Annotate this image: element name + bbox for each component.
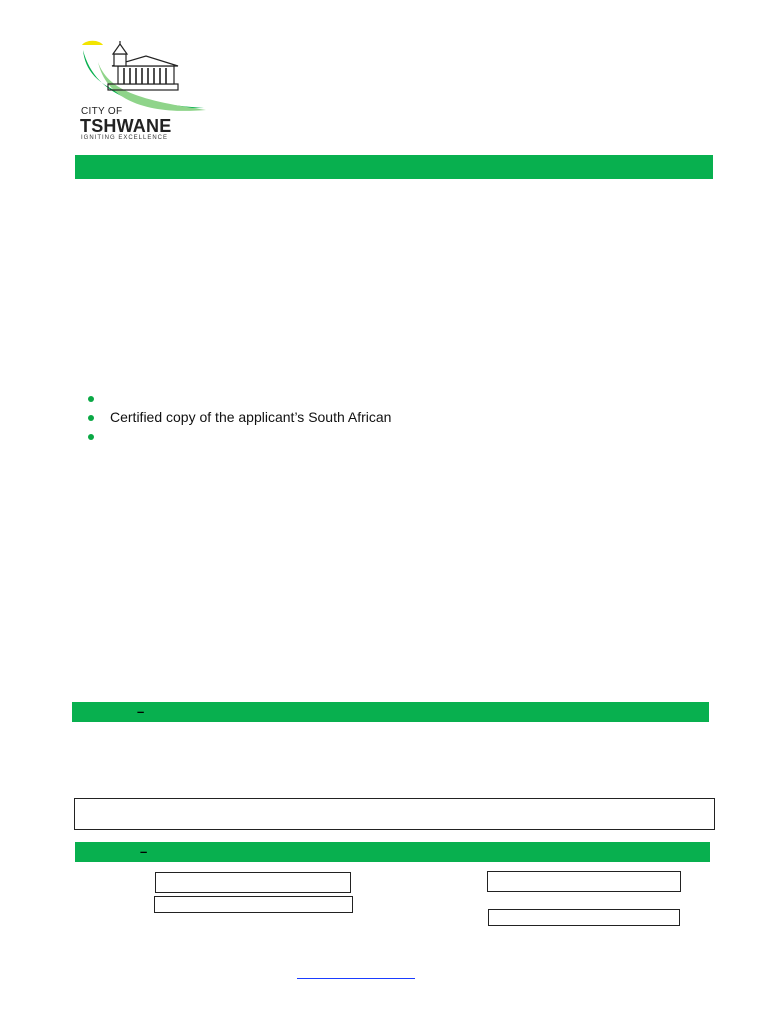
list-item bbox=[86, 389, 686, 408]
requirements-list bbox=[86, 389, 686, 446]
section-header-band-2 bbox=[72, 702, 709, 722]
section-header-band-1 bbox=[75, 155, 713, 179]
list-item bbox=[86, 427, 686, 446]
left-field-2[interactable] bbox=[154, 896, 353, 913]
logo-city-of: CITY OF bbox=[81, 106, 123, 117]
bullet-icon bbox=[88, 396, 94, 402]
wide-input-box[interactable] bbox=[74, 798, 715, 830]
left-field-1[interactable] bbox=[155, 872, 351, 893]
city-of-tshwane-logo bbox=[78, 40, 210, 144]
right-field-2[interactable] bbox=[488, 909, 680, 926]
section-header-band-3 bbox=[75, 842, 710, 862]
logo-tagline: IGNITING EXCELLENCE bbox=[81, 135, 169, 141]
email-link-underline[interactable] bbox=[297, 978, 415, 979]
list-item bbox=[86, 408, 686, 427]
city-hall-emblem-icon bbox=[78, 40, 210, 112]
section-3-dash: – bbox=[140, 844, 148, 859]
logo-brand-name: TSHWANE bbox=[80, 116, 172, 136]
requirement-text: Certified copy of the applicant’s South African bbox=[110, 409, 392, 425]
right-field-1[interactable] bbox=[487, 871, 681, 892]
bullet-icon bbox=[88, 415, 94, 421]
section-2-dash: – bbox=[137, 704, 145, 719]
bullet-icon bbox=[88, 434, 94, 440]
